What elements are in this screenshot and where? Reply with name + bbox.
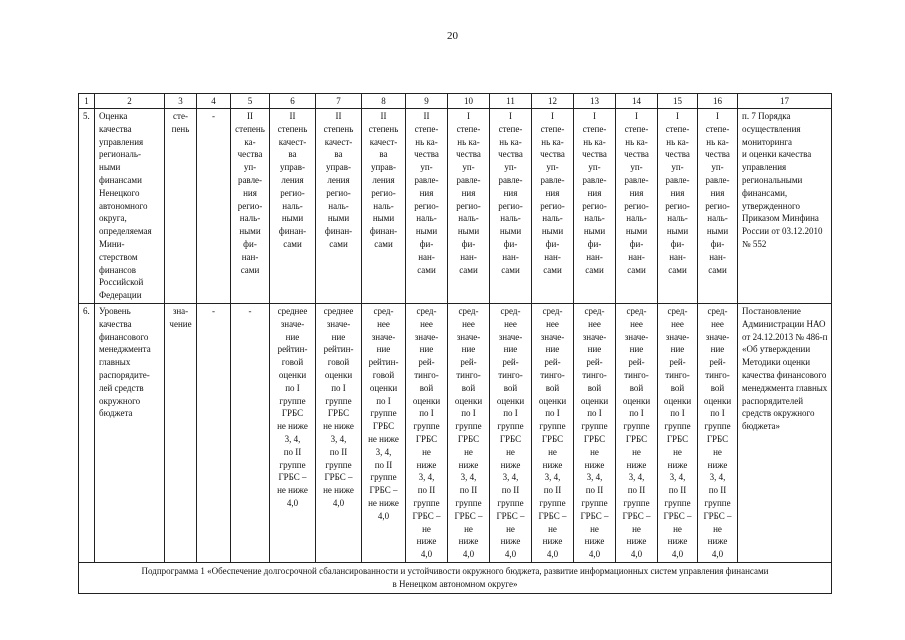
unit-cell: сте- пень [165, 109, 197, 304]
value-cell: I степе- нь ка- чества уп- равле- ния регио- наль- ными фи- нан- сами [616, 109, 658, 304]
indicator-name: Оценка качества управления региональ- ными финансами Ненецкого автономного округа, определяемая Мини- стерством финансов Российской Федерации [95, 109, 165, 304]
header-cell: 11 [490, 94, 532, 109]
value-cell: II степе- нь ка- чества уп- равле- ния регио- наль- ными фи- нан- сами [406, 109, 448, 304]
row-number: 6. [79, 303, 95, 562]
header-cell: 17 [738, 94, 832, 109]
value-cell: сред- нее значе- ние рей- тинго- вой оценки по I группе ГРБС не ниже 3, 4, по II группе ГРБС – не ниже 4,0 [574, 303, 616, 562]
indicator-name: Уровень качества финансового менеджмента главных распорядите- лей средств окружного бюджета [95, 303, 165, 562]
header-cell: 3 [165, 94, 197, 109]
header-cell: 7 [316, 94, 362, 109]
page-number: 20 [447, 30, 458, 42]
source-cell: Постановление Администрации НАО от 24.12.2013 № 486-п «Об утверждении Методики оценки качества финансового менеджмента главных распорядителей средств окружного бюджета» [738, 303, 832, 562]
value-cell: среднее значе- ние рейтин- говой оценки по I группе ГРБС не ниже 3, 4, по II группе ГРБС – не ниже 4,0 [316, 303, 362, 562]
value-cell: II степень ка- чества уп- равле- ния регио- наль- ными фи- нан- сами [231, 109, 270, 304]
header-cell: 6 [270, 94, 316, 109]
unit-cell: зна- чение [165, 303, 197, 562]
subprogram-row [79, 562, 832, 593]
header-cell: 10 [448, 94, 490, 109]
value-cell: I степе- нь ка- чества уп- равле- ния регио- наль- ными фи- нан- сами [490, 109, 532, 304]
value-cell: II степень качест- ва управ- ления регио- наль- ными финан- сами [316, 109, 362, 304]
value-cell: I степе- нь ка- чества уп- равле- ния регио- наль- ными фи- нан- сами [532, 109, 574, 304]
value-cell: сред- нее значе- ние рей- тинго- вой оценки по I группе ГРБС не ниже 3, 4, по II группе ГРБС – не ниже 4,0 [532, 303, 574, 562]
value-cell: среднее значе- ние рейтин- говой оценки по I группе ГРБС не ниже 3, 4, по II группе ГРБС – не ниже 4,0 [270, 303, 316, 562]
value-cell: сред- нее значе- ние рей- тинго- вой оценки по I группе ГРБС не ниже 3, 4, по II группе ГРБС – не ниже 4,0 [406, 303, 448, 562]
header-cell: 8 [362, 94, 406, 109]
header-cell: 16 [698, 94, 738, 109]
value-cell: сред- нее значе- ние рей- тинго- вой оценки по I группе ГРБС не ниже 3, 4, по II группе ГРБС – не ниже 4,0 [698, 303, 738, 562]
value-cell: - [197, 303, 231, 562]
value-cell: - [231, 303, 270, 562]
header-cell: 5 [231, 94, 270, 109]
value-cell: сред- нее значе- ние рей- тинго- вой оценки по I группе ГРБС не ниже 3, 4, по II группе ГРБС – не ниже 4,0 [658, 303, 698, 562]
value-cell: I степе- нь ка- чества уп- равле- ния регио- наль- ными фи- нан- сами [574, 109, 616, 304]
value-cell: сред- нее значе- ние рей- тинго- вой оценки по I группе ГРБС не ниже 3, 4, по II группе ГРБС – не ниже 4,0 [448, 303, 490, 562]
value-cell: I степе- нь ка- чества уп- равле- ния регио- наль- ными фи- нан- сами [658, 109, 698, 304]
indicators-table [78, 93, 832, 594]
value-cell: - [197, 109, 231, 304]
header-cell: 1 [79, 94, 95, 109]
header-cell: 13 [574, 94, 616, 109]
value-cell: II степень качест- ва управ- ления регио- наль- ными финан- сами [270, 109, 316, 304]
header-cell: 12 [532, 94, 574, 109]
header-cell: 9 [406, 94, 448, 109]
value-cell: сред- нее значе- ние рей- тинго- вой оценки по I группе ГРБС не ниже 3, 4, по II группе ГРБС – не ниже 4,0 [490, 303, 532, 562]
value-cell: II степень качест- ва управ- ления регио- наль- ными финан- сами [362, 109, 406, 304]
header-cell: 4 [197, 94, 231, 109]
value-cell: I степе- нь ка- чества уп- равле- ния регио- наль- ными фи- нан- сами [448, 109, 490, 304]
row-number: 5. [79, 109, 95, 304]
subprogram-title: Подпрограмма 1 «Обеспечение долгосрочной сбалансированности и устойчивости окружного бюджета, развитие информационных систем управления финансами в Ненецком автономном округе» [79, 562, 832, 593]
header-cell: 14 [616, 94, 658, 109]
table-row [79, 109, 832, 304]
source-cell: п. 7 Порядка осуществления мониторинга и оценки качества управления региональными финансами, утвержденного Приказом Минфина России от 03.12.2010 № 552 [738, 109, 832, 304]
value-cell: сред- нее значе- ние рейтин- говой оценки по I группе ГРБС не ниже 3, 4, по II группе ГРБС – не ниже 4,0 [362, 303, 406, 562]
header-cell: 15 [658, 94, 698, 109]
table-row [79, 303, 832, 562]
table-header-row [79, 94, 832, 109]
header-cell: 2 [95, 94, 165, 109]
value-cell: сред- нее значе- ние рей- тинго- вой оценки по I группе ГРБС не ниже 3, 4, по II группе ГРБС – не ниже 4,0 [616, 303, 658, 562]
value-cell: I степе- нь ка- чества уп- равле- ния регио- наль- ными фи- нан- сами [698, 109, 738, 304]
